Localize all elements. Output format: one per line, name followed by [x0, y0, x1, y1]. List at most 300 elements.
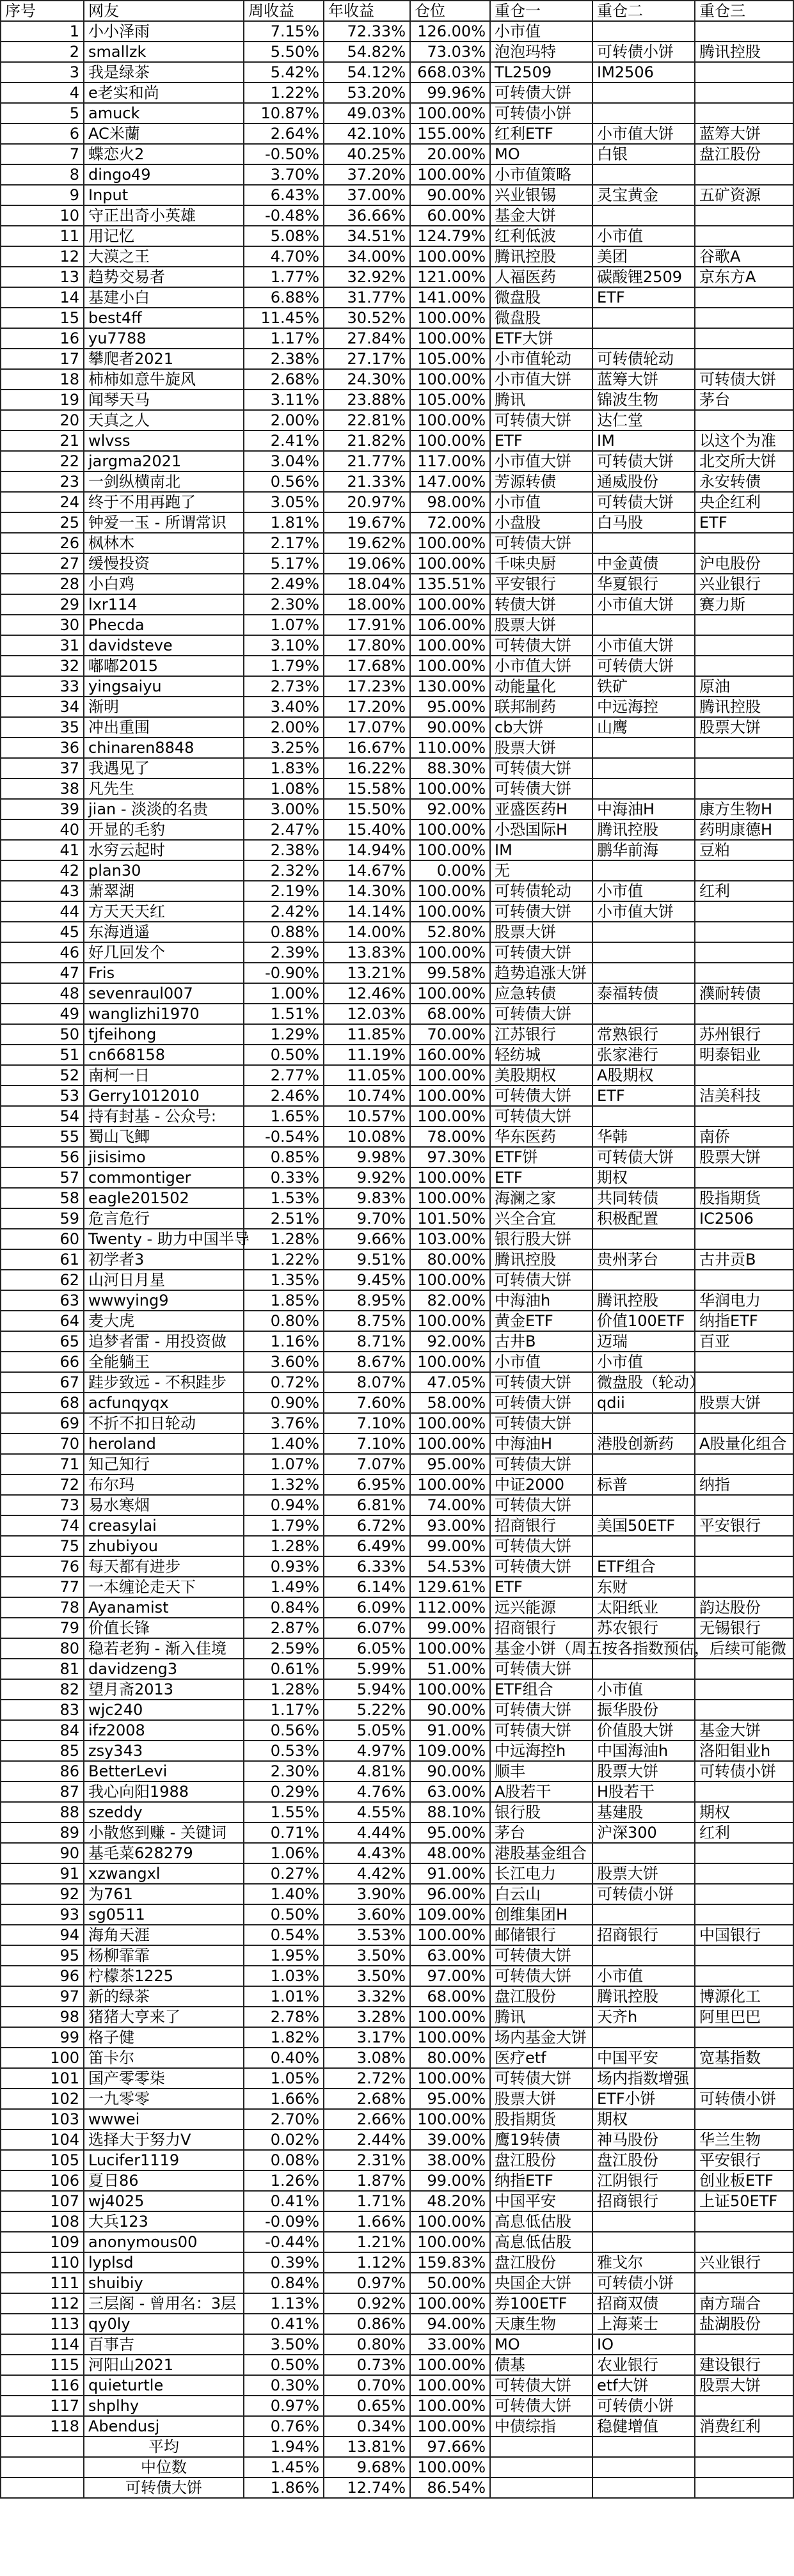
table-row [1, 1454, 793, 1474]
annual-return-cell: 4.43% [324, 1843, 410, 1863]
rank-cell: 7 [1, 144, 84, 164]
holding-2-cell: 太阳纸业 [592, 1597, 695, 1618]
rank-cell: 22 [1, 451, 84, 471]
holding-3-cell: 建设银行 [695, 2355, 793, 2375]
rank-cell: 26 [1, 533, 84, 553]
weekly-return-cell: 2.30% [244, 1761, 324, 1782]
position-cell: 50.00% [410, 2273, 490, 2293]
holding-2-cell: 振华股份 [592, 1700, 695, 1720]
table-row [1, 451, 793, 471]
table-row [1, 21, 793, 42]
position-cell: 52.80% [410, 922, 490, 942]
holding-3-cell [695, 901, 793, 922]
weekly-return-cell: 1.51% [244, 1004, 324, 1024]
weekly-return-cell: 0.84% [244, 2273, 324, 2293]
rank-cell: 2 [1, 42, 84, 62]
holding-1-cell: 可转债大饼 [490, 1106, 592, 1126]
holding-2-cell: 美团 [592, 246, 695, 267]
annual-return-cell: 9.45% [324, 1270, 410, 1290]
holding-3-cell: 韵达股份 [695, 1597, 793, 1618]
holding-2-cell [592, 2027, 695, 2048]
position-cell: 38.00% [410, 2150, 490, 2170]
annual-return-cell: 49.03% [324, 103, 410, 123]
name-cell: Input [84, 185, 244, 205]
annual-return-cell: 0.73% [324, 2355, 410, 2375]
holding-2-cell: 鹏华前海 [592, 840, 695, 860]
weekly-return-cell: 1.16% [244, 1331, 324, 1352]
holding-1-cell: 股票大饼 [490, 738, 592, 758]
holding-2-cell: 雅戈尔 [592, 2252, 695, 2273]
name-cell: qy0ly [84, 2314, 244, 2334]
name-cell: 枫林木 [84, 533, 244, 553]
holding-1-cell: 亚盛医药H [490, 799, 592, 819]
weekly-return-cell: 5.17% [244, 553, 324, 574]
name-cell: acfunqyqx [84, 1393, 244, 1413]
rank-cell [1, 2477, 84, 2498]
holding-3-cell [695, 21, 793, 42]
rank-cell: 36 [1, 738, 84, 758]
table-row [1, 1106, 793, 1126]
annual-return-cell: 14.14% [324, 901, 410, 922]
rank-cell: 106 [1, 2170, 84, 2191]
position-cell: 68.00% [410, 1004, 490, 1024]
holding-1-cell: 可转债大饼 [490, 1372, 592, 1393]
position-cell: 82.00% [410, 1290, 490, 1311]
holding-1-cell: 可转债大饼 [490, 83, 592, 103]
holding-2-cell: 上海莱士 [592, 2314, 695, 2334]
holding-3-cell: 南侨 [695, 1126, 793, 1147]
header-rank: 序号 [1, 1, 84, 21]
table-row [1, 1086, 793, 1106]
holding-1-cell: 兴业银锡 [490, 185, 592, 205]
name-cell: 价值长锋 [84, 1618, 244, 1638]
holding-3-cell: 央企红利 [695, 492, 793, 512]
holding-3-cell: 红利 [695, 881, 793, 901]
name-cell: 小散悠到赚 - 关键词 [84, 1822, 244, 1843]
position-cell: 95.00% [410, 1454, 490, 1474]
holding-3-cell [695, 635, 793, 656]
position-cell: 109.00% [410, 1904, 490, 1925]
annual-return-cell: 4.44% [324, 1822, 410, 1843]
rank-cell: 8 [1, 164, 84, 185]
holding-2-cell [592, 103, 695, 123]
annual-return-cell: 6.49% [324, 1536, 410, 1556]
holding-3-cell: 北交所大饼 [695, 451, 793, 471]
holding-3-cell: 苏州银行 [695, 1024, 793, 1045]
holding-3-cell [695, 2396, 793, 2416]
table-row [1, 2027, 793, 2048]
position-cell: 100.00% [410, 1352, 490, 1372]
position-cell: 100.00% [410, 2457, 490, 2477]
rank-cell: 56 [1, 1147, 84, 1167]
name-cell: 全能躺王 [84, 1352, 244, 1372]
weekly-return-cell: 1.28% [244, 1679, 324, 1700]
name-cell: 小白鸡 [84, 574, 244, 594]
annual-return-cell: 19.06% [324, 553, 410, 574]
weekly-return-cell: 1.01% [244, 1986, 324, 2007]
holding-2-cell [592, 164, 695, 185]
holding-3-cell: 股票大饼 [695, 717, 793, 738]
position-cell: 48.20% [410, 2191, 490, 2211]
weekly-return-cell: 1.49% [244, 1577, 324, 1597]
name-cell: 一剑纵横南北 [84, 471, 244, 492]
holding-2-cell: 股票大饼 [592, 1863, 695, 1884]
weekly-return-cell: 4.70% [244, 246, 324, 267]
weekly-return-cell: 0.97% [244, 2396, 324, 2416]
name-cell: 一本缠论走天下 [84, 1577, 244, 1597]
position-cell: 92.00% [410, 799, 490, 819]
annual-return-cell: 6.09% [324, 1597, 410, 1618]
position-cell: 98.00% [410, 492, 490, 512]
table-row [1, 881, 793, 901]
holding-3-cell: 明泰铝业 [695, 1045, 793, 1065]
holding-1-cell: 鹰19转债 [490, 2130, 592, 2150]
rank-cell: 87 [1, 1782, 84, 1802]
position-cell: 96.00% [410, 1884, 490, 1904]
weekly-return-cell: 1.03% [244, 1966, 324, 1986]
holding-1-cell: 可转债轮动 [490, 881, 592, 901]
annual-return-cell: 19.67% [324, 512, 410, 533]
table-row [1, 717, 793, 738]
position-cell: 159.83% [410, 2252, 490, 2273]
annual-return-cell: 8.07% [324, 1372, 410, 1393]
position-cell: 103.00% [410, 1229, 490, 1249]
holding-2-cell: 招商银行 [592, 2191, 695, 2211]
annual-return-cell: 15.40% [324, 819, 410, 840]
position-cell: 95.00% [410, 697, 490, 717]
holding-3-cell: 药明康德H [695, 819, 793, 840]
holding-1-cell: 无 [490, 860, 592, 881]
position-cell: 100.00% [410, 1638, 490, 1659]
position-cell: 100.00% [410, 2109, 490, 2130]
holding-2-cell [592, 2477, 695, 2498]
holding-1-cell: 小市值策略 [490, 164, 592, 185]
table-row [1, 1843, 793, 1863]
weekly-return-cell: 2.47% [244, 819, 324, 840]
rank-cell: 24 [1, 492, 84, 512]
weekly-return-cell: -0.48% [244, 205, 324, 226]
position-cell: 99.58% [410, 963, 490, 983]
annual-return-cell: 0.92% [324, 2293, 410, 2314]
holding-1-cell: 高息低估股 [490, 2211, 592, 2232]
table-row [1, 1822, 793, 1843]
holding-3-cell [695, 758, 793, 778]
holding-1-cell: 邮储银行 [490, 1925, 592, 1945]
annual-return-cell: 14.00% [324, 922, 410, 942]
holding-3-cell [695, 2232, 793, 2252]
weekly-return-cell: 0.71% [244, 1822, 324, 1843]
annual-return-cell: 7.60% [324, 1393, 410, 1413]
rank-cell: 64 [1, 1311, 84, 1331]
weekly-return-cell: 1.85% [244, 1290, 324, 1311]
weekly-return-cell: 0.27% [244, 1863, 324, 1884]
annual-return-cell: 27.84% [324, 328, 410, 349]
annual-return-cell: 13.21% [324, 963, 410, 983]
annual-return-cell: 0.34% [324, 2416, 410, 2437]
holding-1-cell: 可转债大饼 [490, 635, 592, 656]
rank-cell: 4 [1, 83, 84, 103]
header-row [1, 1, 793, 21]
weekly-return-cell: 0.30% [244, 2375, 324, 2396]
holding-1-cell: 可转债大饼 [490, 1086, 592, 1106]
position-cell: 668.03% [410, 62, 490, 83]
holding-3-cell [695, 164, 793, 185]
weekly-return-cell: 3.60% [244, 1352, 324, 1372]
weekly-return-cell: 0.76% [244, 2416, 324, 2437]
rank-cell: 51 [1, 1045, 84, 1065]
table-row [1, 860, 793, 881]
holding-3-cell [695, 1904, 793, 1925]
name-cell: 海角天涯 [84, 1925, 244, 1945]
header-name: 网友 [84, 1, 244, 21]
rank-cell: 30 [1, 615, 84, 635]
name-cell: 为761 [84, 1884, 244, 1904]
holding-2-cell: 苏农银行 [592, 1618, 695, 1638]
holding-1-cell: 红利ETF [490, 123, 592, 144]
rank-cell: 39 [1, 799, 84, 819]
rank-cell: 93 [1, 1904, 84, 1925]
position-cell: 91.00% [410, 1720, 490, 1741]
name-cell: wwwei [84, 2109, 244, 2130]
table-row [1, 799, 793, 819]
holding-2-cell [592, 1106, 695, 1126]
table-row [1, 963, 793, 983]
position-cell: 100.00% [410, 881, 490, 901]
position-cell: 97.66% [410, 2437, 490, 2457]
annual-return-cell: 37.20% [324, 164, 410, 185]
position-cell: 73.03% [410, 42, 490, 62]
table-row [1, 1208, 793, 1229]
position-cell: 51.00% [410, 1659, 490, 1679]
weekly-return-cell: 6.88% [244, 287, 324, 308]
holding-2-cell: 铁矿 [592, 676, 695, 697]
holding-2-cell [592, 963, 695, 983]
holding-2-cell: 中国海油h [592, 1741, 695, 1761]
holding-2-cell [592, 2437, 695, 2457]
annual-return-cell: 4.76% [324, 1782, 410, 1802]
position-cell: 97.00% [410, 1966, 490, 1986]
annual-return-cell: 0.86% [324, 2314, 410, 2334]
rank-cell: 46 [1, 942, 84, 963]
annual-return-cell: 2.66% [324, 2109, 410, 2130]
name-cell: 终于不用再跑了 [84, 492, 244, 512]
annual-return-cell: 9.51% [324, 1249, 410, 1270]
annual-return-cell: 0.80% [324, 2334, 410, 2355]
name-cell: 柿柿如意牛旋风 [84, 369, 244, 390]
rank-cell: 31 [1, 635, 84, 656]
name-cell: 跬步致远 - 不积跬步 [84, 1372, 244, 1393]
weekly-return-cell: 3.11% [244, 390, 324, 410]
name-cell: davidsteve [84, 635, 244, 656]
weekly-return-cell: -0.50% [244, 144, 324, 164]
weekly-return-cell: 5.42% [244, 62, 324, 83]
holding-3-cell [695, 2068, 793, 2089]
annual-return-cell: 7.07% [324, 1454, 410, 1474]
holding-3-cell [695, 62, 793, 83]
rank-cell: 96 [1, 1966, 84, 1986]
holding-3-cell: 平安银行 [695, 2150, 793, 2170]
weekly-return-cell: 2.38% [244, 840, 324, 860]
table-row [1, 2170, 793, 2191]
annual-return-cell: 13.81% [324, 2437, 410, 2457]
table-row [1, 1679, 793, 1700]
holding-2-cell [592, 1659, 695, 1679]
holding-1-cell: ETF [490, 1167, 592, 1188]
weekly-return-cell: 0.90% [244, 1393, 324, 1413]
weekly-return-cell: 0.61% [244, 1659, 324, 1679]
holding-2-cell: 神马股份 [592, 2130, 695, 2150]
annual-return-cell: 10.08% [324, 1126, 410, 1147]
holding-3-cell [695, 1863, 793, 1884]
rank-cell: 98 [1, 2007, 84, 2027]
table-row [1, 1761, 793, 1782]
name-cell: 笛卡尔 [84, 2048, 244, 2068]
annual-return-cell: 2.72% [324, 2068, 410, 2089]
holding-1-cell: ETF饼 [490, 1147, 592, 1167]
weekly-return-cell: 0.85% [244, 1147, 324, 1167]
holding-3-cell [695, 2109, 793, 2130]
summary-label: 可转债大饼 [84, 2477, 244, 2498]
weekly-return-cell: 1.53% [244, 1188, 324, 1208]
weekly-return-cell: 0.50% [244, 1045, 324, 1065]
holding-3-cell: 平安银行 [695, 1515, 793, 1536]
name-cell: Phecda [84, 615, 244, 635]
holding-2-cell [592, 1904, 695, 1925]
annual-return-cell: 3.17% [324, 2027, 410, 2048]
annual-return-cell: 12.03% [324, 1004, 410, 1024]
table-row [1, 2130, 793, 2150]
holding-1-cell: ETF [490, 1577, 592, 1597]
table-row [1, 410, 793, 431]
holding-1-cell: 兴全合宜 [490, 1208, 592, 1229]
rank-cell: 118 [1, 2416, 84, 2437]
rank-cell: 37 [1, 758, 84, 778]
weekly-return-cell: 0.54% [244, 1925, 324, 1945]
position-cell: 130.00% [410, 676, 490, 697]
name-cell: tjfeihong [84, 1024, 244, 1045]
holding-3-cell [695, 205, 793, 226]
annual-return-cell: 72.33% [324, 21, 410, 42]
holding-2-cell: 农业银行 [592, 2355, 695, 2375]
holding-1-cell: 可转债大饼 [490, 1004, 592, 1024]
position-cell: 100.00% [410, 1474, 490, 1495]
weekly-return-cell: 2.73% [244, 676, 324, 697]
weekly-return-cell: 0.53% [244, 1741, 324, 1761]
holding-1-cell: 远兴能源 [490, 1597, 592, 1618]
name-cell: 知己知行 [84, 1454, 244, 1474]
table-row [1, 1556, 793, 1577]
holding-2-cell: 泰福转债 [592, 983, 695, 1004]
name-cell: 闻琴天马 [84, 390, 244, 410]
position-cell: 100.00% [410, 942, 490, 963]
weekly-return-cell: 1.40% [244, 1884, 324, 1904]
table-row [1, 1372, 793, 1393]
weekly-return-cell: 1.83% [244, 758, 324, 778]
holding-3-cell [695, 963, 793, 983]
table-row [1, 2150, 793, 2170]
rank-cell: 104 [1, 2130, 84, 2150]
holding-1-cell: 天康生物 [490, 2314, 592, 2334]
holding-3-cell [695, 1495, 793, 1515]
table-row [1, 840, 793, 860]
weekly-return-cell: 1.55% [244, 1802, 324, 1822]
holding-2-cell: 腾讯控股 [592, 819, 695, 840]
holding-2-cell: 标普 [592, 1474, 695, 1495]
holding-2-cell: 锦波生物 [592, 390, 695, 410]
holding-3-cell [695, 410, 793, 431]
name-cell: 猪猪大亨来了 [84, 2007, 244, 2027]
weekly-return-cell: 0.41% [244, 2191, 324, 2211]
rank-cell: 63 [1, 1290, 84, 1311]
weekly-return-cell: 1.94% [244, 2437, 324, 2457]
annual-return-cell: 9.70% [324, 1208, 410, 1229]
rank-cell: 117 [1, 2396, 84, 2416]
name-cell: 好几回发个 [84, 942, 244, 963]
holding-3-cell: IC2506 [695, 1208, 793, 1229]
name-cell: anonymous00 [84, 2232, 244, 2252]
annual-return-cell: 54.12% [324, 62, 410, 83]
weekly-return-cell: 3.04% [244, 451, 324, 471]
annual-return-cell: 13.83% [324, 942, 410, 963]
holding-2-cell: 碳酸锂2509 [592, 267, 695, 287]
holding-1-cell: 小市值轮动 [490, 349, 592, 369]
annual-return-cell: 14.67% [324, 860, 410, 881]
position-cell: 99.96% [410, 83, 490, 103]
rank-cell: 105 [1, 2150, 84, 2170]
name-cell: 嘟嘟2015 [84, 656, 244, 676]
table-row [1, 1925, 793, 1945]
weekly-return-cell: 1.65% [244, 1106, 324, 1126]
holding-1-cell: 白云山 [490, 1884, 592, 1904]
holding-2-cell: 可转债小饼 [592, 1884, 695, 1904]
name-cell: sg0511 [84, 1904, 244, 1925]
holding-1-cell: 红利低波 [490, 226, 592, 246]
holding-3-cell: 上证50ETF [695, 2191, 793, 2211]
holding-2-cell: 小市值大饼 [592, 594, 695, 615]
holding-1-cell [490, 2437, 592, 2457]
weekly-return-cell: -0.44% [244, 2232, 324, 2252]
name-cell: 我是绿茶 [84, 62, 244, 83]
rank-cell: 43 [1, 881, 84, 901]
weekly-return-cell: 3.10% [244, 635, 324, 656]
table-row [1, 2334, 793, 2355]
weekly-return-cell: 2.70% [244, 2109, 324, 2130]
table-row [1, 676, 793, 697]
weekly-return-cell: 3.50% [244, 2334, 324, 2355]
holding-2-cell: 微盘股（轮动） [592, 1372, 695, 1393]
holding-2-cell: 期权 [592, 2109, 695, 2130]
name-cell: 基建小白 [84, 287, 244, 308]
rank-cell [1, 2457, 84, 2477]
position-cell: 100.00% [410, 369, 490, 390]
position-cell: 100.00% [410, 2416, 490, 2437]
holding-1-cell: 小恐国际H [490, 819, 592, 840]
rank-cell: 44 [1, 901, 84, 922]
table-row [1, 942, 793, 963]
position-cell: 100.00% [410, 819, 490, 840]
holding-3-cell: 濮耐转债 [695, 983, 793, 1004]
rank-cell: 50 [1, 1024, 84, 1045]
holding-2-cell [592, 205, 695, 226]
position-cell: 160.00% [410, 1045, 490, 1065]
holding-2-cell [592, 1843, 695, 1863]
rank-cell: 13 [1, 267, 84, 287]
holding-2-cell: 华韩 [592, 1126, 695, 1147]
holding-3-cell: 博源化工 [695, 1986, 793, 2007]
holding-2-cell: ETF [592, 287, 695, 308]
position-cell: 92.00% [410, 1331, 490, 1352]
rank-cell: 72 [1, 1474, 84, 1495]
